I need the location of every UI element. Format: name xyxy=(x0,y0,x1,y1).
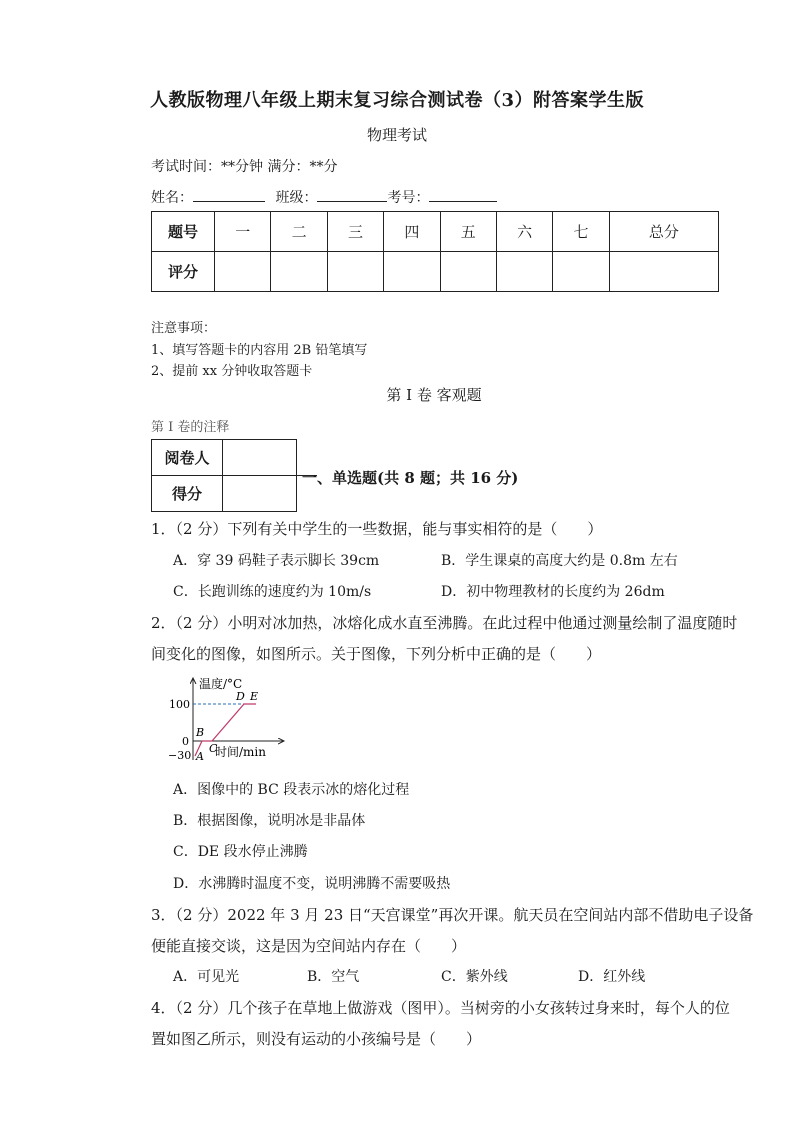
question-3-stem-line1: 3．（2 分）2022 年 3 月 23 日“天宫课堂”再次开课。航天员在空间站内部不借助电子设备 xyxy=(151,906,754,924)
point-d-label: D xyxy=(236,690,245,703)
question-2-option-d[interactable]: D．水沸腾时温度不变，说明沸腾不需要吸热 xyxy=(173,876,451,892)
score-table-header-cell: 六 xyxy=(496,212,552,252)
score-table-header-cell: 七 xyxy=(553,212,609,252)
tick-minus-30: −30 xyxy=(168,749,192,762)
score-cell[interactable] xyxy=(609,252,718,292)
question-4-stem-line2: 置如图乙所示，则没有运动的小孩编号是（ ） xyxy=(151,1030,482,1048)
question-1-option-a[interactable]: A．穿 39 码鞋子表示脚长 39cm xyxy=(173,553,380,569)
grader-cell[interactable] xyxy=(223,440,297,476)
question-2-option-c[interactable]: C．DE 段水停止沸腾 xyxy=(173,844,308,860)
score-table-header-cell: 二 xyxy=(271,212,327,252)
y-axis-label: 温度/°C xyxy=(199,677,243,691)
question-2-option-a[interactable]: A．图像中的 BC 段表示冰的熔化过程 xyxy=(173,782,410,798)
exam-time-score: 考试时间：**分钟 满分：**分 xyxy=(151,159,338,175)
score-table-header-cell: 总分 xyxy=(609,212,718,252)
question-1-option-b[interactable]: B．学生课桌的高度大约是 0.8m 左右 xyxy=(441,553,678,569)
volume-title: 第 I 卷 客观题 xyxy=(386,386,482,404)
volume-note: 第 I 卷的注释 xyxy=(151,420,230,435)
note-item: 2、提前 xx 分钟收取答题卡 xyxy=(151,364,313,379)
grader-label: 阅卷人 xyxy=(152,440,223,476)
question-3-option-d[interactable]: D．红外线 xyxy=(578,969,646,985)
point-a-label: A xyxy=(196,750,204,763)
temperature-time-graph xyxy=(162,674,302,764)
score-table-header-cell: 题号 xyxy=(152,212,215,252)
tick-0: 0 xyxy=(182,735,189,748)
question-2-stem-line2: 间变化的图像，如图所示。关于图像，下列分析中正确的是（ ） xyxy=(151,645,602,663)
score-table-header-cell: 三 xyxy=(327,212,383,252)
question-2-stem-line1: 2．（2 分）小明对冰加热，冰熔化成水直至沸腾。在此过程中他通过测量绘制了温度随时 xyxy=(151,614,738,632)
score-cell[interactable] xyxy=(327,252,383,292)
point-e-label: E xyxy=(250,690,259,703)
document-subtitle: 物理考试 xyxy=(366,126,427,144)
question-2-option-b[interactable]: B．根据图像，说明冰是非晶体 xyxy=(173,813,366,829)
grader-table xyxy=(151,439,297,512)
score-cell[interactable] xyxy=(553,252,609,292)
score-table-header-cell: 五 xyxy=(440,212,496,252)
document-title: 人教版物理八年级上期末复习综合测试卷（3）附答案学生版 xyxy=(149,90,645,111)
score-cell[interactable] xyxy=(496,252,552,292)
score-table-header-cell: 四 xyxy=(384,212,440,252)
question-3-option-b[interactable]: B．空气 xyxy=(307,969,360,985)
question-3-stem-line2: 便能直接交谈，这是因为空间站内存在（ ） xyxy=(151,937,467,955)
point-c-label: C xyxy=(209,742,218,755)
score-table-header-row xyxy=(152,212,719,252)
question-3-option-a[interactable]: A．可见光 xyxy=(173,969,240,985)
tick-100: 100 xyxy=(169,698,190,711)
score-cell[interactable] xyxy=(215,252,271,292)
score-table xyxy=(151,211,719,292)
question-1-stem: 1．（2 分）下列有关中学生的一些数据，能与事实相符的是（ ） xyxy=(151,520,603,538)
question-1-option-c[interactable]: C．长跑训练的速度约为 10m/s xyxy=(173,584,372,600)
name-blank[interactable] xyxy=(193,187,265,202)
score-table-score-row xyxy=(152,252,719,292)
number-blank[interactable] xyxy=(429,187,497,202)
score-cell[interactable] xyxy=(271,252,327,292)
question-4-stem-line1: 4．（2 分）几个孩子在草地上做游戏（图甲）。当树旁的小女孩转过身来时，每个人的位 xyxy=(151,999,730,1017)
score-row-label: 评分 xyxy=(152,252,215,292)
class-blank[interactable] xyxy=(317,187,387,202)
student-info-row xyxy=(151,187,497,207)
score-cell[interactable] xyxy=(384,252,440,292)
x-axis-label: 时间/min xyxy=(215,745,266,759)
question-3-option-c[interactable]: C．紫外线 xyxy=(441,969,508,985)
score-table-header-cell: 一 xyxy=(215,212,271,252)
number-label: 考号： xyxy=(387,190,430,206)
point-b-label: B xyxy=(196,726,205,739)
name-label: 姓名： xyxy=(151,190,193,206)
score-cell[interactable] xyxy=(223,476,297,512)
score-cell[interactable] xyxy=(440,252,496,292)
question-1-option-d[interactable]: D．初中物理教材的长度约为 26dm xyxy=(441,584,665,600)
part-title: 一、单选题(共 8 题；共 16 分) xyxy=(302,469,519,487)
note-item: 1、填写答题卡的内容用 2B 铅笔填写 xyxy=(151,343,368,358)
notes-heading: 注意事项： xyxy=(151,321,217,336)
class-label: 班级： xyxy=(275,190,318,206)
score-label: 得分 xyxy=(152,476,223,512)
